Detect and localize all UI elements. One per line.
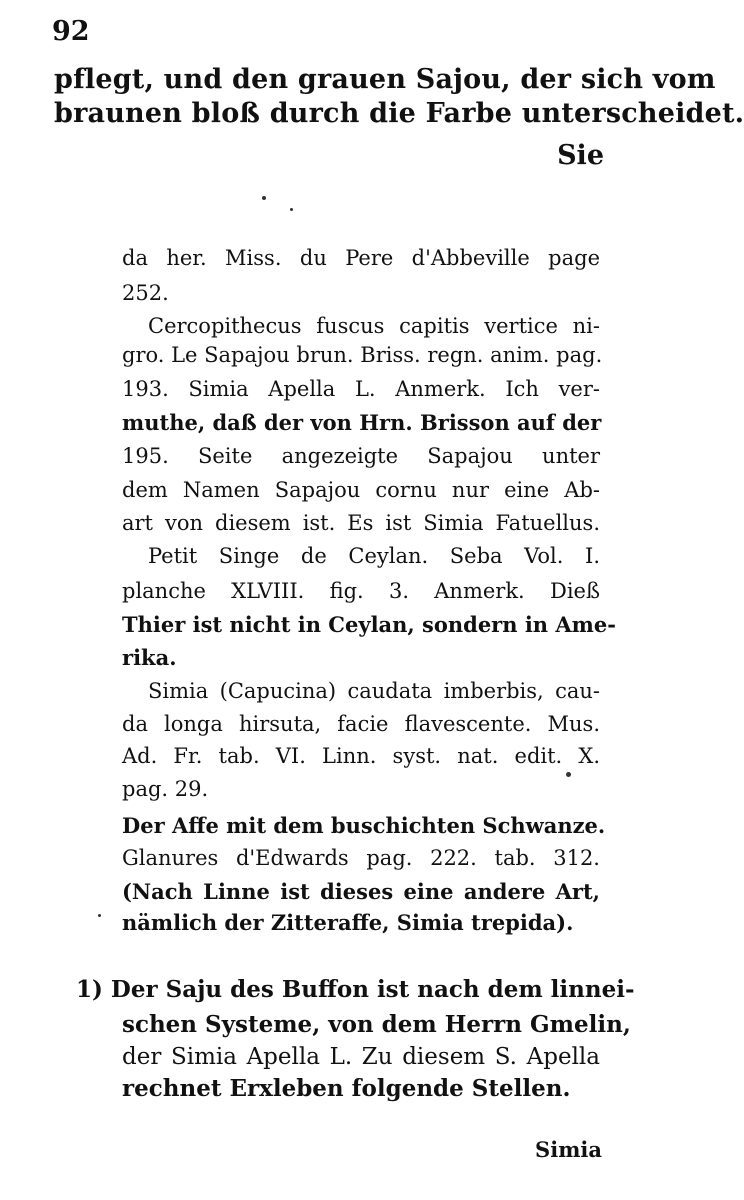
note-line-8: dem Namen Sapajou cornu nur eine Ab- <box>122 478 600 502</box>
footnote-line-3: der Simia Apella L. Zu diesem S. Apella <box>122 1044 600 1070</box>
print-speck <box>262 196 266 200</box>
note-line-4: gro. Le Sapajou brun. Briss. regn. anim. pag. <box>122 343 603 367</box>
print-speck <box>98 914 101 917</box>
footnote-line-1: 1) Der Saju des Buffon ist nach dem linnei- <box>76 976 635 1003</box>
note-line-7: 195. Seite angezeigte Sapajou unter <box>122 444 600 468</box>
note-line-19: Glanures d'Edwards pag. 222. tab. 312. <box>122 846 600 870</box>
note-line-16: Ad. Fr. tab. VI. Linn. syst. nat. edit. X. <box>122 744 600 768</box>
note-line-12: Thier ist nicht in Ceylan, sondern in Ame- <box>122 612 616 637</box>
note-line-15: da longa hirsuta, facie flavescente. Mus. <box>122 712 600 736</box>
note-line-11: planche XLVIII. fig. 3. Anmerk. Dieß <box>122 579 600 603</box>
note-line-21: nämlich der Zitteraffe, Simia trepida). <box>122 910 574 935</box>
note-line-13: rika. <box>122 645 177 670</box>
note-line-14: Simia (Capucina) caudata imberbis, cau- <box>148 679 600 703</box>
note-line-20: (Nach Linne ist dieses eine andere Art, <box>122 879 600 904</box>
print-speck <box>566 772 571 777</box>
page-number: 92 <box>52 16 90 47</box>
print-speck <box>290 208 293 211</box>
note-line-5: 193. Simia Apella L. Anmerk. Ich ver- <box>122 377 600 401</box>
note-line-10: Petit Singe de Ceylan. Seba Vol. I. <box>148 544 600 568</box>
footnote-line-4: rechnet Erxleben folgende Stellen. <box>122 1075 571 1102</box>
footnote-line-2: schen Systeme, von dem Herrn Gmelin, <box>122 1011 631 1038</box>
note-line-6: muthe, daß der von Hrn. Brisson auf der <box>122 410 602 435</box>
note-line-18: Der Affe mit dem buschichten Schwanze. <box>122 813 606 838</box>
main-text-line-1: pflegt, und den grauen Sajou, der sich vom <box>54 64 716 95</box>
note-line-1: da her. Miss. du Pere d'Abbeville page <box>122 246 600 270</box>
note-line-3: Cercopithecus fuscus capitis vertice ni- <box>148 314 600 338</box>
note-line-17: pag. 29. <box>122 777 209 801</box>
catchword-bottom: Simia <box>535 1137 602 1162</box>
note-line-9: art von diesem ist. Es ist Simia Fatuellus. <box>122 511 600 535</box>
main-text-line-2: braunen bloß durch die Farbe unterscheidet. <box>54 98 744 129</box>
note-line-2: 252. <box>122 281 169 305</box>
catchword-top: Sie <box>557 140 604 171</box>
